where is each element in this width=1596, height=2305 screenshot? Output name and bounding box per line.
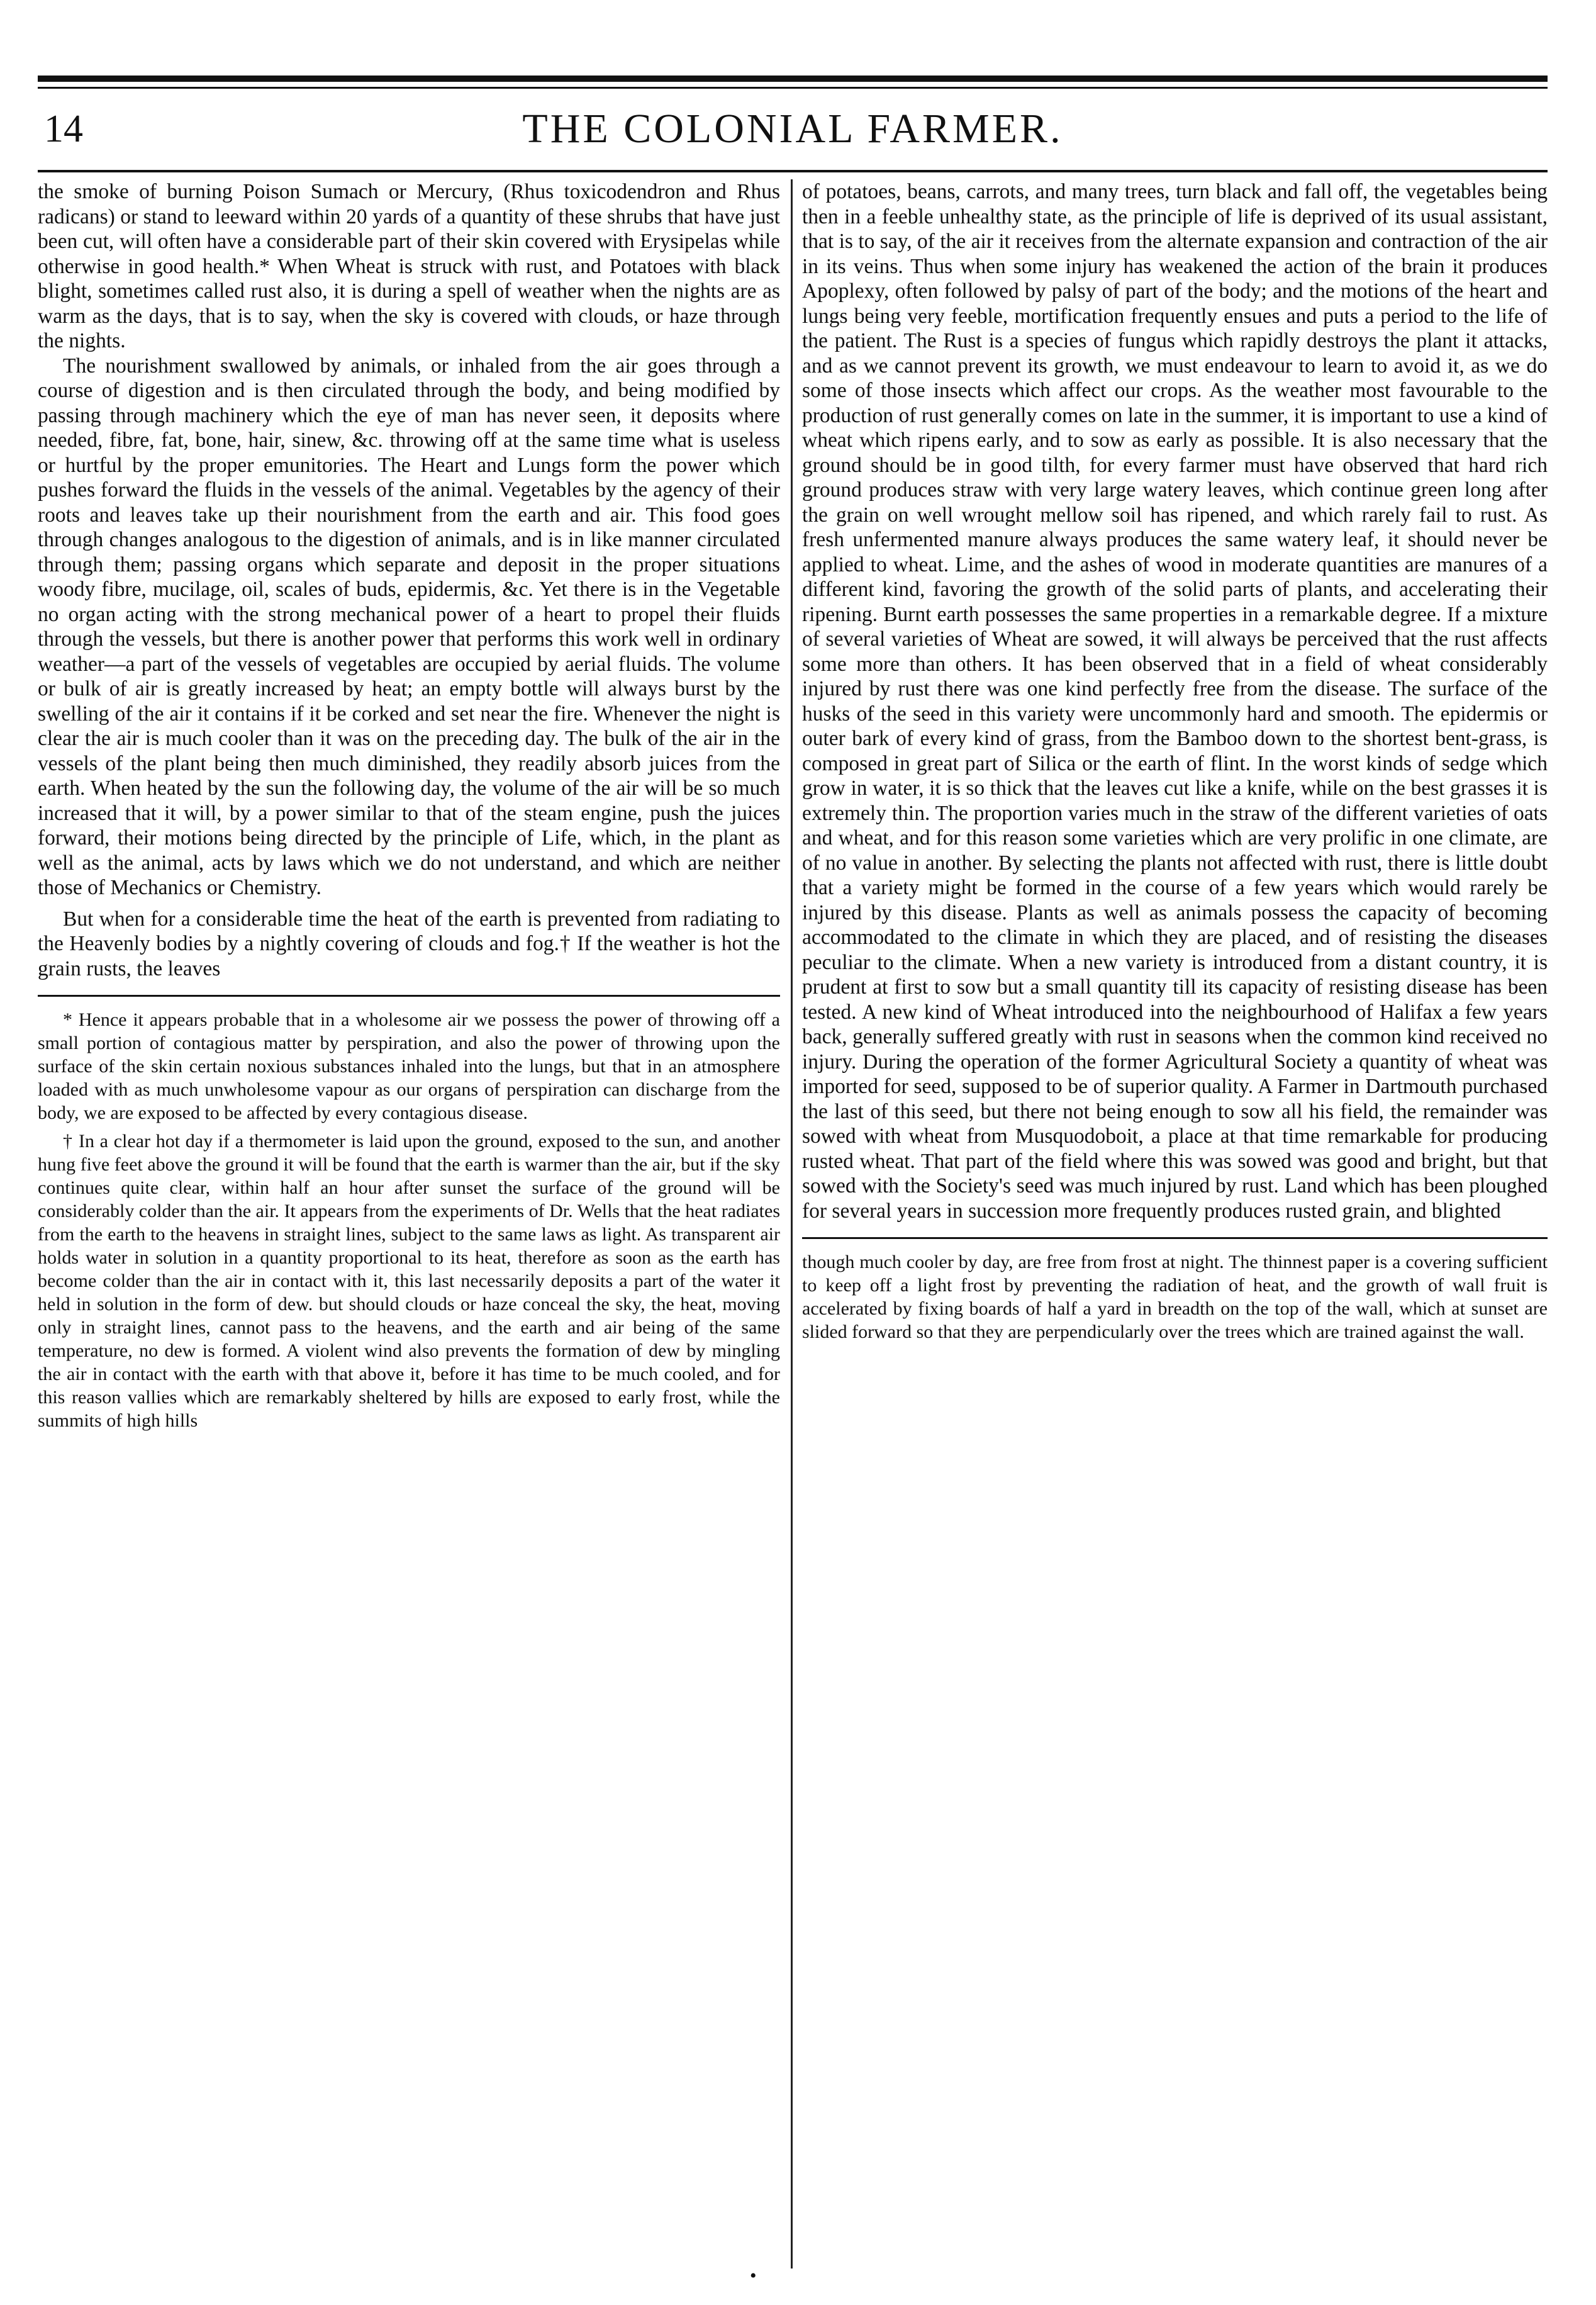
paragraph: But when for a considerable time the heat of the earth is prevented from radiating to the Heavenly bodies by a nightly covering of clouds and fog.† If the weather is hot the grain rusts, the leaves — [38, 907, 780, 980]
right-column — [802, 179, 1548, 1343]
footnote-continuation: though much cooler by day, are free from frost at night. The thinnest paper is a covering sufficient to keep off a light frost by preventing the radiation of heat, and the growth of wall fruit is accelerated by fixing boards of half a yard in breadth on the top of the wall, which at sunset are slided forward so that they are perpendicularly over the trees which are trained against the wall. — [802, 1252, 1548, 1342]
footnote: * Hence it appears probable that in a wholesome air we possess the power of throwing off a small portion of contagious matter by perspiration, and also the power of throwing upon the surface of the skin certain noxious substances inhaled into the lungs, but that in an atmosphere loaded with as much unwholesome vapour as our organs of perspiration can discharge from the body, we are exposed to be affected by every contagious disease. — [38, 1009, 780, 1123]
newspaper-page — [38, 0, 1548, 2305]
left-column — [38, 179, 780, 1432]
page-header — [38, 94, 1548, 164]
top-rule-thin — [38, 87, 1548, 89]
top-rule — [38, 76, 1548, 82]
paragraph: the smoke of burning Poison Sumach or Mercury, (Rhus toxicodendron and Rhus radicans) or stand to leeward within 20 yards of a quantity of these shrubs that have just been cut, will often have a considerable part of their skin covered with Erysipelas while otherwise in good health.* When Wheat is struck with rust, and Potatoes with black blight, sometimes called rust also, it is during a spell of weather when the nights are as warm as the days, that is to say, when the sky is covered with clouds, or haze through the nights. — [38, 180, 780, 352]
page-number: 14 — [44, 108, 83, 150]
footnote: † In a clear hot day if a thermometer is laid upon the ground, exposed to the sun, and another hung five feet above the ground it will be found that the earth is warmer than the air, but if the sky continues quite clear, within half an hour after sunset the surface of the ground will be considerably colder than the air. It appears from the experiments of Dr. Wells that the heat radiates from the earth to the heavens in straight lines, subject to the same laws as light. As transparent air holds water in solution in a quantity proportional to its heat, therefore as soon as the earth has become colder than the air in contact with it, this last necessarily deposits a part of the water it held in solution in the form of dew. but should clouds or haze conceal the sky, the heat, moving only in straight lines, cannot pass to the heavens, and the earth and air being of the same temperature, no dew is formed. A violent wind also prevents the formation of dew by mingling the air in contact with the earth with that above it, before it has time to be much cooled, and for this reason vallies which are remarkably sheltered by hills are exposed to early frost, while the summits of high hills — [38, 1131, 780, 1431]
column-divider — [791, 179, 793, 2269]
bottom-dot-mark: • — [750, 2265, 757, 2286]
journal-title: THE COLONIAL FARMER. — [522, 106, 1063, 152]
footnote-rule — [802, 1237, 1548, 1239]
footnote-rule — [38, 995, 780, 997]
paragraph: The nourishment swallowed by animals, or inhaled from the air goes through a course of digestion and is then circulated through the body, and being modified by passing through machinery which the eye of man has never seen, it deposits where needed, fibre, fat, bone, hair, sinew, &c. throwing off at the same time what is useless or hurtful by the proper emunitories. The Heart and Lungs form the power which pushes forward the fluids in the vessels of the animal. Vegetables by the agency of their roots and leaves take up their nourishment from the earth and air. This food goes through changes analogous to the digestion of animals, and is in like manner circulated through them; passing organs which separate and deposit in the proper situations woody fibre, mucilage, oil, scales of buds, epidermis, &c. Yet there is in the Vegetable no organ acting with the strong mechanical power of a heart to propel their fluids through the vessels, but there is another power that performs this work well in ordinary weather—a part of the vessels of vegetables are occupied by aerial fluids. The volume or bulk of air is greatly increased by heat; an empty bottle will always burst by the swelling of the air it contains if it be corked and set near the fire. Whenever the night is clear the air is much cooler than it was on the preceding day. The bulk of the air in the vessels of the plant being then much diminished, they readily absorb juices from the earth. When heated by the sun the following day, the volume of the air will be so much increased that it will, by a power similar to that of the steam engine, push the juices forward, their motions being directed by the principle of Life, which, in the plant as well as the animal, acts by laws which we do not understand, and which are neither those of Mechanics or Chemistry. — [38, 354, 780, 899]
header-rule — [38, 170, 1548, 172]
paragraph: of potatoes, beans, carrots, and many trees, turn black and fall off, the vegetables being then in a feeble unhealthy state, as the principle of life is deprived of its usual assistant, that is to say, of the air it receives from the alternate expansion and contraction of the air in its veins. Thus when some injury has weakened the action of the brain it produces Apoplexy, often followed by palsy of part of the body; and the motions of the heart and lungs being very feeble, mortification frequently ensues and puts a period to the life of the patient. The Rust is a species of fungus which rapidly destroys the plant it attacks, and as we cannot prevent its growth, we must endeavour to learn to avoid it, as we do some of those insects which affect our crops. As the weather most favourable to the production of rust generally comes on late in the summer, it is important to use a kind of wheat which ripens early, and to sow as early as possible. It is also necessary that the ground should be in good tilth, for every farmer must have observed that hard rich ground produces straw with very large watery leaves, which continue green long after the grain on well wrought mellow soil has ripened, and which rarely fail to rust. As fresh unfermented manure always produces the same watery leaf, it should never be applied to wheat. Lime, and the ashes of wood in moderate quantities are manures of a different kind, favoring the growth of the solid parts of plants, and accelerating their ripening. Burnt earth possesses the same properties in a remarkable degree. If a mixture of several varieties of Wheat are sowed, it will always be perceived that the rust affects some more than others. It has been observed that in a field of wheat considerably injured by rust there was one kind perfectly free from the disease. The surface of the husks of the seed in this variety were uncommonly hard and smooth. The epidermis or outer bark of every kind of grass, from the Bamboo down to the shortest bent-grass, is composed in great part of Silica or the earth of flint. In the worst kinds of sedge which grow in water, it is so thick that the leaves cut like a knife, while on the best grasses it is extremely thin. The proportion varies much in the straw of the different varieties of oats and wheat, and for this reason some varieties which are very prolific in one climate, are of no value in another. By selecting the plants not affected with rust, there is little doubt that a variety might be formed in the course of a few years which would rarely be injured by this disease. Plants as well as animals possess the capacity of becoming accommodated to the climate in which they are placed, and of resisting the diseases peculiar to the climate. When a new variety is introduced from a distant country, it is prudent at first to sow but a small quantity till its capacity of resisting disease has been tested. A new kind of Wheat introduced into the neighbourhood of Halifax a few years back, generally suffered greatly with rust in seasons when the common kind received no injury. During the operation of the former Agricultural Society a quantity of wheat was imported for seed, supposed to be of superior quality. A Farmer in Dartmouth purchased the last of this seed, but there not being enough to sow all his field, the remainder was sowed with wheat from Musquodoboit, a place at that time remarkable for producing rusted wheat. That part of the field where this was sowed was good and bright, but that sowed with the Society's seed was much injured by rust. Land which has been ploughed for several years in succession more frequently produces rusted grain, and blighted — [802, 180, 1548, 1223]
